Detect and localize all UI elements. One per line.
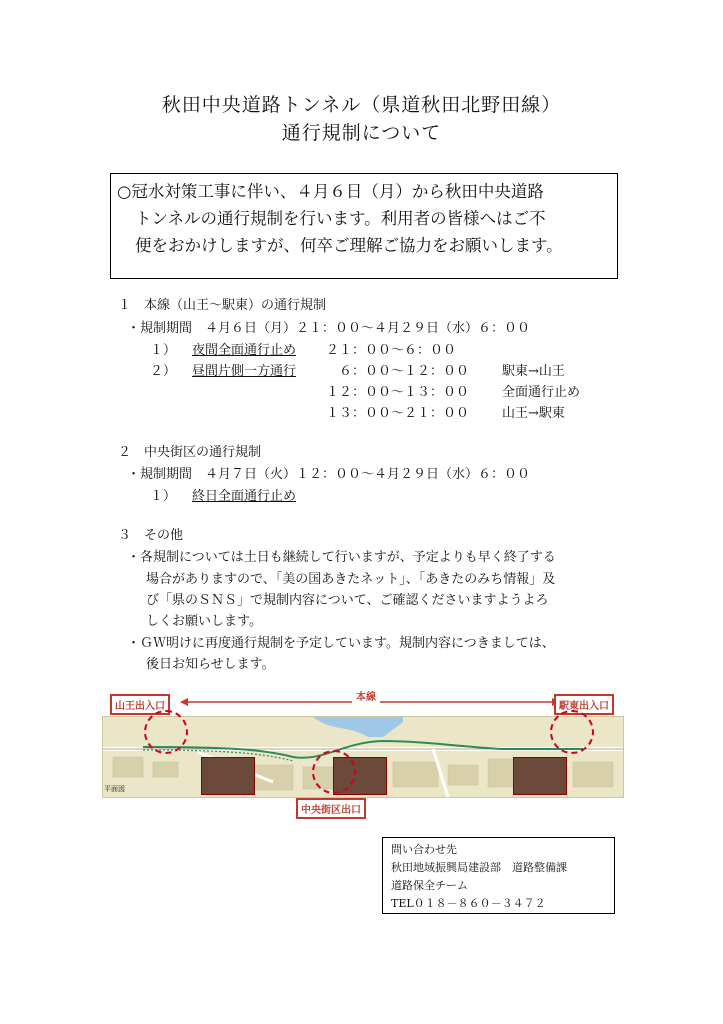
- section1-row3-time: １３：００～２１：００: [326, 406, 470, 421]
- section1-item2-no: ２）: [150, 364, 177, 379]
- section1-heading: １ 本線（山王～駅東）の通行規制: [118, 298, 327, 313]
- section1-row2-desc: 全面通行止め: [502, 385, 581, 400]
- ekito-highlight-circle: [550, 710, 594, 754]
- section2-item1-label: 終日全面通行止め: [192, 489, 297, 504]
- contact-heading: 問い合わせ先: [391, 843, 457, 856]
- section3-bullet2-line1: ・ＧＷ明けに再度通行規制を予定しています。規制内容につきましては、: [127, 636, 555, 651]
- map-caption: 平面図: [104, 785, 125, 793]
- section1-row1-time: ６：００～１２：００: [326, 364, 470, 379]
- mainline-label: 本線: [352, 688, 380, 703]
- notice-box: [110, 173, 618, 279]
- ekito-entrance-tag: 駅東出入口: [554, 694, 614, 715]
- central-highlight-circle: [312, 750, 356, 794]
- route-map: [100, 688, 630, 823]
- section2-item1-no: １）: [150, 489, 177, 504]
- section3-bullet1-line3: び「県のＳＮＳ」で規制内容について、ご確認くださいますようよろ: [146, 593, 549, 608]
- section1-row3-desc: 山王→駅東: [502, 406, 565, 421]
- section1-item1-label: 夜間全面通行止め: [192, 343, 297, 358]
- notice-line-2: トンネルの通行規制を行います。利用者の皆様へはご不: [135, 209, 546, 228]
- notice-line-3: 便をおかけしますが、何卒ご理解ご協力をお願いします。: [135, 236, 563, 255]
- sanno-highlight-circle: [144, 710, 188, 754]
- section1-item1-time: ２１：００～６：００: [326, 343, 457, 358]
- section1-row2-time: １２：００～１３：００: [326, 385, 470, 400]
- page-title: 秋田中央道路トンネル（県道秋田北野田線）: [161, 94, 562, 116]
- sanno-entrance-tag: 山王出入口: [110, 694, 170, 715]
- section1-row1-desc: 駅東→山王: [502, 364, 565, 379]
- section3-bullet1-line1: ・各規制については土日も継続して行いますが、予定よりも早く終了する: [127, 550, 556, 565]
- central-block-exit-tag: 中央街区出口: [296, 798, 366, 819]
- section3-bullet1-line4: しくお願いします。: [146, 614, 262, 629]
- section2-heading: ２ 中央街区の通行規制: [118, 445, 262, 460]
- section1-item1-no: １）: [150, 343, 177, 358]
- section2-period: ・規制期間 ４月７日（火）１２：００～４月２９日（水）６：００: [127, 467, 531, 482]
- contact-team: 道路保全チーム: [391, 879, 468, 892]
- contact-phone: TEL０１８－８６０－３４７２: [391, 897, 546, 910]
- contact-department: 秋田地域振興局建設部 道路整備課: [391, 861, 567, 874]
- section3-bullet2-line2: 後日お知らせします。: [146, 657, 275, 672]
- tunnel-photo-right: [513, 757, 567, 795]
- notice-line-1: ○冠水対策工事に伴い、４月６日（月）から秋田中央道路: [117, 182, 544, 201]
- section3-heading: ３ その他: [118, 528, 184, 543]
- contact-box: [382, 837, 615, 914]
- section1-period: ・規制期間 ４月６日（月）２１：００～４月２９日（水）６：００: [127, 321, 531, 336]
- page-subtitle: 通行規制について: [281, 122, 442, 144]
- tunnel-photo-left: [201, 757, 255, 795]
- section3-bullet1-line2: 場合がありますので、「美の国あきたネット」、「あきたのみち情報」及: [146, 572, 556, 587]
- section1-item2-label: 昼間片側一方通行: [192, 364, 297, 379]
